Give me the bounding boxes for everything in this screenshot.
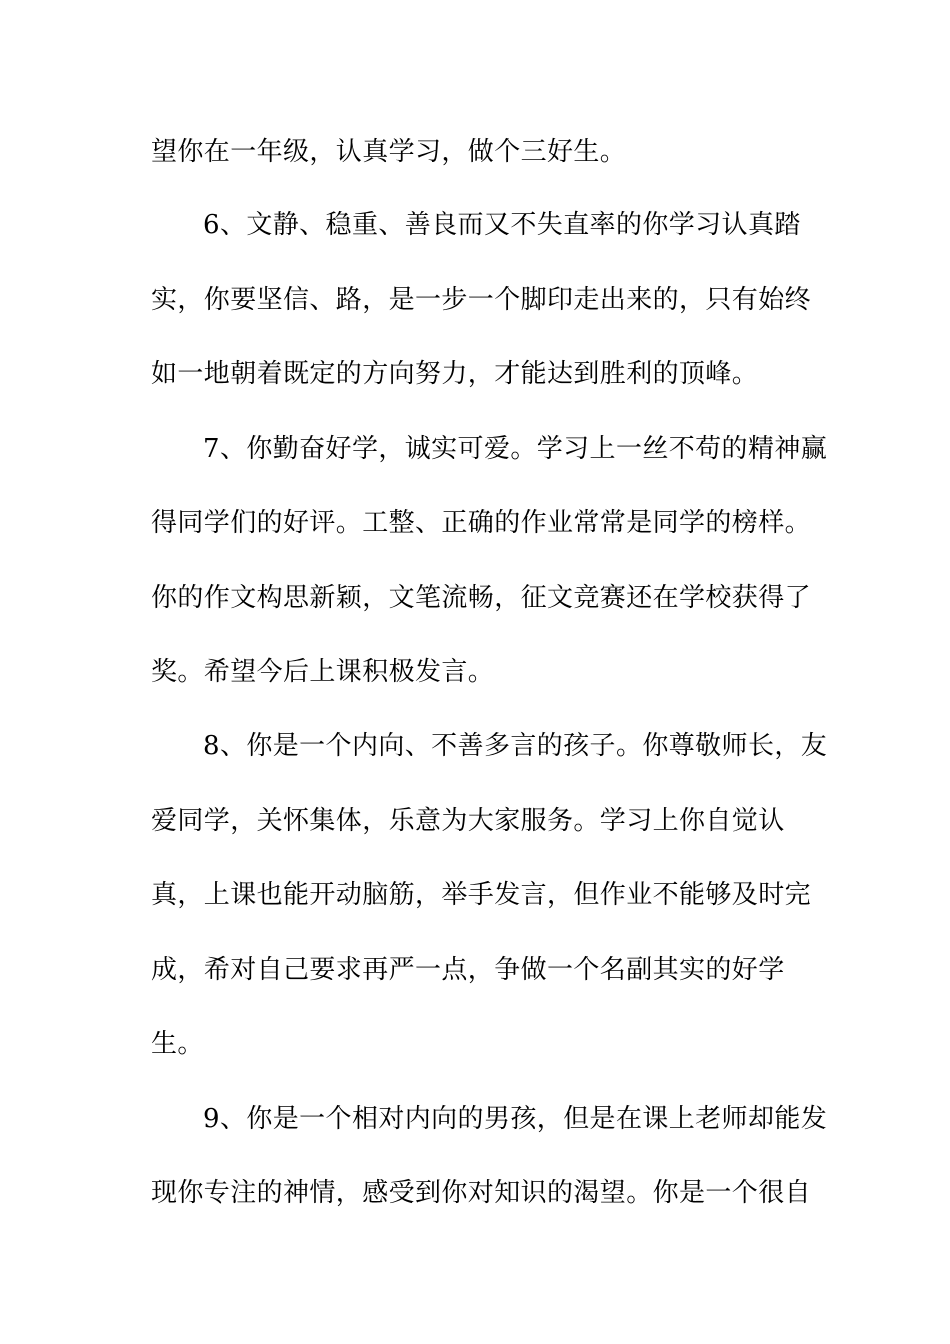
text-line: 你的作文构思新颖，文笔流畅，征文竞赛还在学校获得了 [151,583,812,613]
paragraph-9-line-1: 9、你是一个相对内向的男孩，但是在课上老师却能发 [203,1104,828,1134]
paragraph-7-line-1: 7、你勤奋好学，诚实可爱。学习上一丝不苟的精神赢 [203,434,828,464]
text-line: 真，上课也能开动脑筋，举手发言，但作业不能够及时完 [151,880,812,910]
text-line: 得同学们的好评。工整、正确的作业常常是同学的榜样。 [151,508,812,538]
text-line: 奖。希望今后上课积极发言。 [151,657,495,687]
text-line: 生。 [151,1029,204,1059]
text-line: 望你在一年级，认真学习，做个三好生。 [151,137,627,167]
text-line: 成，希对自己要求再严一点，争做一个名副其实的好学 [151,955,785,985]
paragraph-8-line-1: 8、你是一个内向、不善多言的孩子。你尊敬师长，友 [203,731,828,761]
text-line: 实，你要坚信、路，是一步一个脚印走出来的，只有始终 [151,285,812,315]
text-line: 如一地朝着既定的方向努力，才能达到胜利的顶峰。 [151,359,759,389]
text-line: 现你专注的神情，感受到你对知识的渴望。你是一个很自 [151,1178,812,1208]
text-line: 爱同学，关怀集体，乐意为大家服务。学习上你自觉认 [151,806,785,836]
paragraph-6-line-1: 6、文静、稳重、善良而又不失直率的你学习认真踏 [203,210,801,240]
